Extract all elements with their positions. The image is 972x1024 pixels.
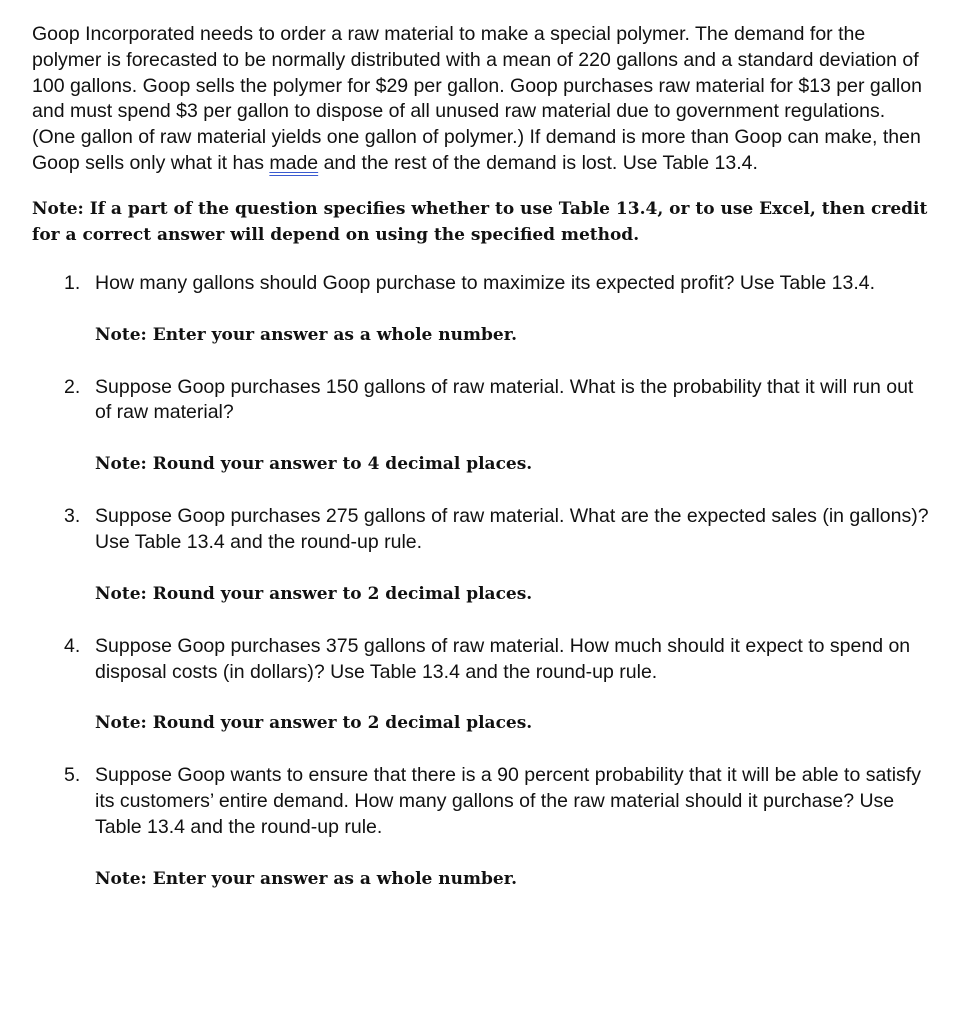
question-number: 5.	[64, 764, 81, 787]
problem-statement-ending: and the rest of the demand is lost. Use Table 13.4.	[318, 151, 758, 174]
question-2	[32, 375, 932, 477]
question-1	[32, 271, 932, 347]
problem-statement	[32, 22, 932, 177]
grading-note: Note: If a part of the question specifies whether to use Table 13.4, or to use Excel, then credit for a correct answer will depend on using the specified method.	[32, 198, 928, 245]
question-number: 4.	[64, 634, 81, 657]
question-text: Suppose Goop wants to ensure that there is a 90 percent probability that it will be able to satisfy its customers’ entire demand. How many gallons of the raw material should it purchase? Use Table 13.4 and the round-up rule.	[95, 764, 921, 838]
question-note: Note: Round your answer to 4 decimal places.	[95, 454, 533, 475]
made-link-word[interactable]: made	[269, 151, 319, 174]
question-3	[32, 504, 932, 606]
question-note: Note: Round your answer to 2 decimal places.	[95, 713, 533, 734]
question-note: Note: Round your answer to 2 decimal places.	[95, 583, 533, 604]
question-number: 2.	[64, 375, 81, 398]
question-note: Note: Enter your answer as a whole number.	[95, 868, 518, 889]
question-text: Suppose Goop purchases 150 gallons of raw material. What is the probability that it will run out of raw material?	[95, 375, 914, 424]
question-number: 1.	[64, 271, 81, 294]
question-text: How many gallons should Goop purchase to maximize its expected profit? Use Table 13.4.	[95, 271, 876, 294]
document-page	[32, 22, 932, 919]
question-list	[32, 271, 932, 891]
question-number: 3.	[64, 505, 81, 528]
question-4	[32, 634, 932, 736]
question-text: Suppose Goop purchases 275 gallons of raw material. What are the expected sales (in gallons)? Use Table 13.4 and the round-up rule.	[95, 505, 929, 553]
question-5	[32, 763, 932, 890]
question-note: Note: Enter your answer as a whole number.	[95, 324, 518, 345]
problem-statement-text: Goop Incorporated needs to order a raw material to make a special polymer. The demand for the polymer is forecasted to be normally distributed with a mean of 220 gallons and a standard deviation of 100 gallons. Goop sells the polymer for $29 per gallon. Goop purchases raw material for $13 per gallon and must spend $3 per gallon to dispose of all unused raw material due to government regulations. (One gallon of raw material yields one gallon of polymer.) If demand is more than Goop can make, then Goop sells only what it has	[32, 23, 922, 174]
question-text: Suppose Goop purchases 375 gallons of raw material. How much should it expect to spend on disposal costs (in dollars)? Use Table 13.4 and the round-up rule.	[95, 634, 911, 683]
